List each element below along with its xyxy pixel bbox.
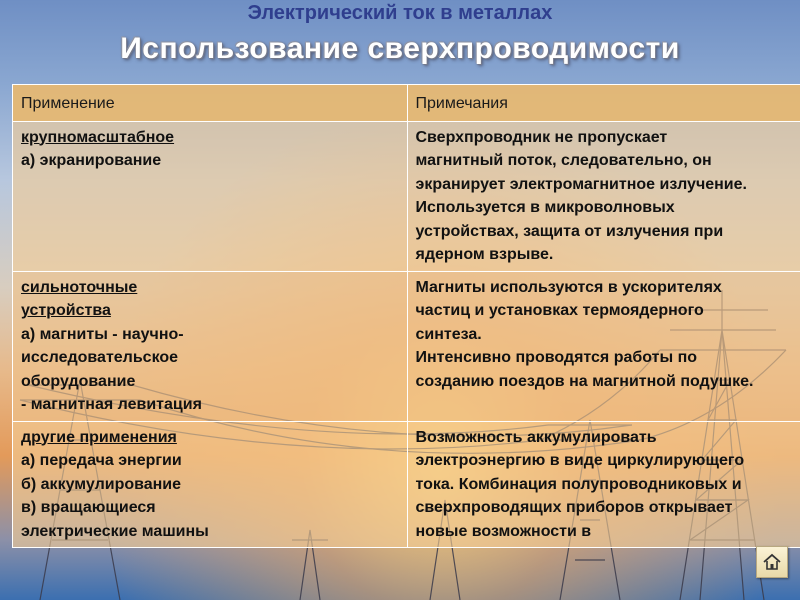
header-application: Применение <box>13 85 408 122</box>
applications-table <box>12 84 800 548</box>
slide-subtitle: Использование сверхпроводимости <box>120 32 680 65</box>
application-item: исследовательское <box>21 349 179 366</box>
note-line: тока. Комбинация полупроводниковых и <box>415 475 742 493</box>
note-line: Интенсивно проводятся работы по <box>415 349 698 366</box>
note-line: электроэнергию в виде циркулирующего <box>415 452 745 469</box>
table-row <box>13 271 800 421</box>
note-line: ядерном взрыве. <box>415 246 554 263</box>
note-line: синтеза. <box>415 325 482 343</box>
category-label: устройства <box>21 302 111 319</box>
application-item: в) вращающиеся <box>21 499 156 516</box>
application-item: - магнитная левитация <box>21 396 202 413</box>
note-line: Используется в микроволновых <box>415 199 675 216</box>
application-item: б) аккумулирование <box>21 475 182 493</box>
notes-cell <box>407 421 800 548</box>
note-line: Возможность аккумулировать <box>415 428 657 446</box>
application-item: а) экранирование <box>21 152 162 169</box>
notes-cell <box>407 271 800 421</box>
note-line: Магниты используются в ускорителях <box>415 278 722 296</box>
notes-cell <box>407 121 800 271</box>
application-item: а) передача энергии <box>21 452 182 469</box>
table-row <box>13 121 800 271</box>
application-cell <box>13 121 408 271</box>
application-item: а) магниты - научно- <box>21 325 184 343</box>
slide-title: Электрический ток в металлах <box>247 2 553 24</box>
note-line: Сверхпроводник не пропускает <box>415 128 668 146</box>
note-line: сверхпроводящих приборов открывает <box>415 499 733 516</box>
category-label: крупномасштабное <box>21 128 175 146</box>
category-label: другие применения <box>21 428 177 446</box>
table-header-row <box>13 85 800 122</box>
home-icon <box>761 551 783 573</box>
note-line: устройствах, защита от излучения при <box>415 222 724 240</box>
category-label: сильноточные <box>21 278 138 296</box>
note-line: новые возможности в <box>415 522 592 540</box>
application-item: оборудование <box>21 372 136 390</box>
header-notes: Примечания <box>407 85 800 122</box>
note-line: магнитный поток, следовательно, он <box>415 152 712 169</box>
home-button[interactable] <box>756 546 788 578</box>
note-line: экранирует электромагнитное излучение. <box>415 175 747 193</box>
note-line: созданию поездов на магнитной подушке. <box>415 372 754 390</box>
application-item: электрические машины <box>21 522 209 540</box>
note-line: частиц и установках термоядерного <box>415 302 704 319</box>
application-cell <box>13 271 408 421</box>
application-cell <box>13 421 408 548</box>
table-row <box>13 421 800 548</box>
